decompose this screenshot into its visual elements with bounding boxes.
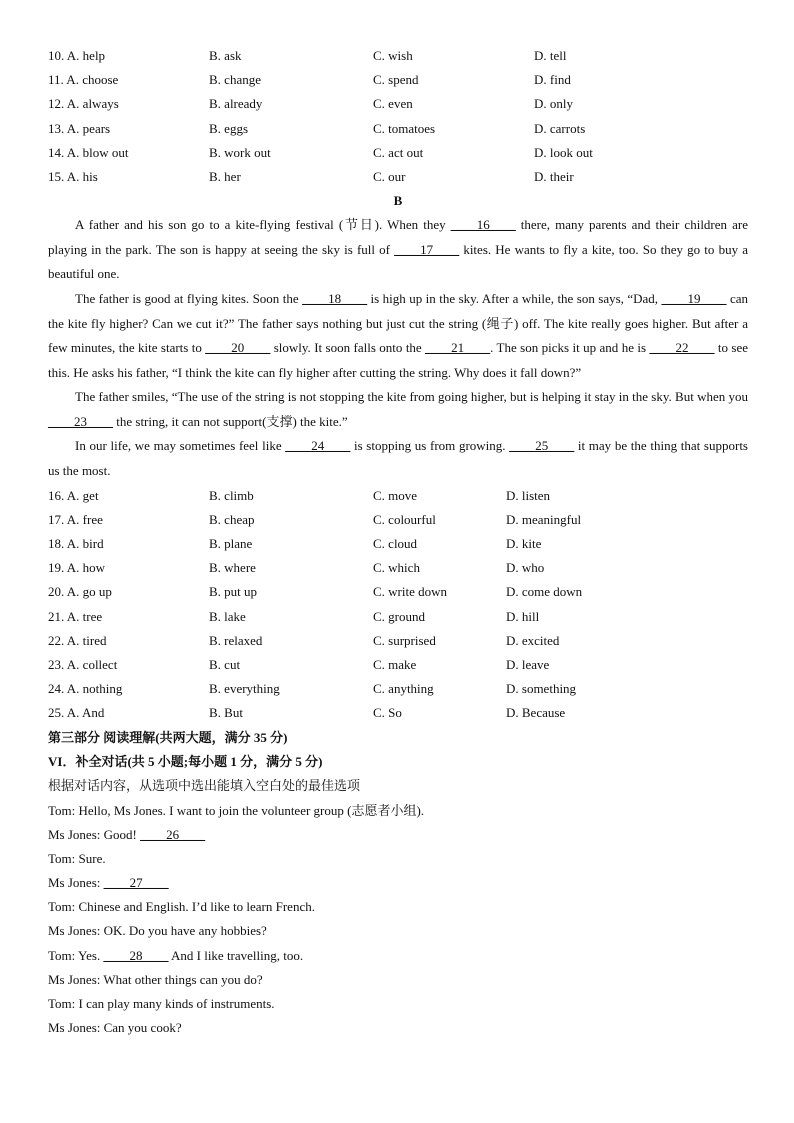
option-c: C. cloud (373, 536, 418, 552)
passage-text: The father is good at flying kites. Soon the (75, 290, 303, 306)
dialogue-line: Ms Jones: What other things can you do? (48, 971, 263, 987)
passage-text: kites. He wants to fly a kite, too. So they go to buy a beautiful one. (48, 241, 748, 282)
option-b: B. already (209, 96, 263, 112)
options-block-10-15 (48, 44, 748, 189)
question-number-option-a: 20. A. go up (48, 584, 112, 600)
passage-text: . The son picks it up and he is (490, 340, 650, 356)
option-d: D. who (506, 560, 545, 576)
question-option-row (48, 484, 748, 508)
dialogue-line (48, 823, 748, 847)
question-option-row (48, 117, 748, 141)
question-option-row (48, 605, 748, 629)
question-option-row (48, 92, 748, 116)
section-6-heading: VI．补全对话(共 5 小题;每小题 1 分，满分 5 分) (48, 753, 323, 769)
question-option-row (48, 653, 748, 677)
blank-26: ____26____ (140, 826, 206, 842)
option-d: D. their (534, 168, 574, 184)
option-d: D. listen (506, 487, 551, 503)
option-d: D. look out (534, 144, 593, 160)
dialogue-line: Tom: Sure. (48, 850, 106, 866)
part-3-heading: 第三部分 阅读理解(共两大题，满分 35 分) (48, 729, 288, 745)
option-c: C. move (373, 487, 418, 503)
question-number-option-a: 14. A. blow out (48, 144, 129, 160)
option-d: D. find (534, 72, 571, 88)
option-c: C. write down (373, 584, 448, 600)
blank-24: ____24____ (285, 438, 351, 454)
option-b: B. cheap (209, 511, 255, 527)
option-c: C. So (373, 705, 402, 721)
option-b: B. where (209, 560, 256, 576)
options-block-16-25 (48, 484, 748, 726)
option-b: B. cut (209, 656, 241, 672)
blank-21: ____21____ (425, 340, 491, 356)
passage-text: In our life, we may sometimes feel like (75, 438, 286, 454)
option-d: D. only (534, 96, 573, 112)
dialogue-line: Tom: Hello, Ms Jones. I want to join the volunteer group (志愿者小组). (48, 802, 425, 818)
question-number-option-a: 12. A. always (48, 96, 119, 112)
option-b: B. climb (209, 487, 254, 503)
passage-paragraph-3 (48, 385, 748, 434)
section-b-title: B (393, 193, 403, 209)
question-option-row (48, 44, 748, 68)
question-option-row (48, 141, 748, 165)
dialogue-text: Tom: Yes. (48, 947, 104, 963)
dialogue-line: Ms Jones: Can you cook? (48, 1020, 182, 1036)
option-b: B. relaxed (209, 632, 263, 648)
option-d: D. leave (506, 656, 550, 672)
question-option-row (48, 508, 748, 532)
option-c: C. spend (373, 72, 419, 88)
dialogue-text: Ms Jones: (48, 875, 104, 891)
option-d: D. Because (506, 705, 566, 721)
option-c: C. anything (373, 681, 434, 697)
question-option-row (48, 68, 748, 92)
option-b: B. lake (209, 608, 246, 624)
question-option-row (48, 556, 748, 580)
cloze-passage (48, 213, 748, 484)
passage-text: slowly. It soon falls onto the (270, 340, 426, 356)
option-b: B. put up (209, 584, 258, 600)
question-option-row (48, 629, 748, 653)
option-b: B. work out (209, 144, 271, 160)
blank-27: ____27____ (103, 875, 169, 891)
option-c: C. colourful (373, 511, 436, 527)
option-b: B. ask (209, 48, 242, 63)
passage-text: it may be the thing that supports us the most. (48, 438, 748, 479)
option-d: D. hill (506, 608, 540, 624)
option-d: D. meaningful (506, 511, 582, 527)
question-number-option-a: 22. A. tired (48, 632, 107, 648)
question-option-row (48, 677, 748, 701)
question-number-option-a: 19. A. how (48, 560, 106, 576)
option-c: C. our (373, 168, 406, 184)
option-b: B. everything (209, 681, 280, 697)
dialogue (48, 799, 748, 1041)
dialogue-line (48, 944, 748, 968)
blank-25: ____25____ (509, 438, 575, 454)
passage-paragraph-1 (48, 213, 748, 287)
option-d: D. kite (506, 536, 542, 552)
option-c: C. act out (373, 144, 424, 160)
option-c: C. tomatoes (373, 120, 436, 136)
option-d: D. come down (506, 584, 583, 600)
dialogue-text: And I like travelling, too. (168, 947, 304, 963)
option-c: C. wish (373, 48, 413, 63)
passage-paragraph-4 (48, 434, 748, 483)
option-c: C. surprised (373, 632, 436, 648)
passage-text: can the kite fly higher? Can we cut it?” The father says nothing but just cut the string (绳子) off. The kite really goes higher. But after a few minutes, the kite starts to (48, 290, 748, 356)
question-option-row (48, 701, 748, 725)
question-number-option-a: 11. A. choose (48, 72, 119, 88)
blank-23: ____23____ (48, 413, 113, 429)
blank-28: ____28____ (103, 947, 169, 963)
option-c: C. ground (373, 608, 425, 624)
question-option-row (48, 165, 748, 189)
question-number-option-a: 10. A. help (48, 48, 106, 63)
option-b: B. plane (209, 536, 253, 552)
option-d: D. carrots (534, 120, 586, 136)
passage-paragraph-2 (48, 287, 748, 385)
question-option-row (48, 580, 748, 604)
question-number-option-a: 17. A. free (48, 511, 103, 527)
dialogue-line: Ms Jones: OK. Do you have any hobbies? (48, 923, 267, 939)
question-number-option-a: 18. A. bird (48, 536, 104, 552)
question-option-row (48, 532, 748, 556)
question-number-option-a: 25. A. And (48, 705, 105, 721)
dialogue-line: Tom: I can play many kinds of instruments. (48, 996, 275, 1011)
passage-text: the string, it can not support(支撑) the kite.” (113, 413, 348, 429)
passage-text: is stopping us from growing. (350, 438, 510, 454)
option-b: B. eggs (209, 120, 248, 136)
blank-19: ____19____ (661, 290, 727, 306)
blank-17: ____17____ (394, 241, 460, 257)
blank-16: ____16____ (450, 217, 516, 233)
option-d: D. tell (534, 48, 567, 63)
passage-text: is high up in the sky. After a while, the son says, “Dad, (367, 290, 662, 306)
blank-20: ____20____ (205, 340, 271, 356)
question-number-option-a: 21. A. tree (48, 608, 103, 624)
dialogue-text: Ms Jones: Good! (48, 826, 141, 842)
option-c: C. which (373, 560, 420, 576)
dialogue-line: Tom: Chinese and English. I’d like to learn French. (48, 899, 315, 915)
question-number-option-a: 13. A. pears (48, 120, 111, 136)
option-c: C. make (373, 656, 417, 672)
blank-22: ____22____ (649, 340, 715, 356)
question-number-option-a: 16. A. get (48, 487, 99, 503)
dialogue-line (48, 871, 748, 895)
option-b: B. But (209, 705, 243, 721)
option-b: B. change (209, 72, 261, 88)
option-c: C. even (373, 96, 413, 112)
passage-text: to see this. He asks his father, “I think the kite can fly higher after cutting the string. Why does it fall down?” (48, 340, 748, 380)
question-number-option-a: 23. A. collect (48, 656, 118, 672)
blank-18: ____18____ (302, 290, 368, 306)
passage-text: there, many parents and their children are playing in the park. The son is happy at seeing the sky is full of (48, 217, 748, 257)
question-number-option-a: 15. A. his (48, 168, 98, 184)
section-6-instruction: 根据对话内容，从选项中选出能填入空白处的最佳选项 (48, 778, 361, 794)
passage-text: The father smiles, “The use of the string is not stopping the kite from going higher, but is helping it stay in the sky. But when you (75, 389, 748, 405)
option-d: D. something (506, 681, 577, 697)
option-d: D. excited (506, 632, 560, 648)
option-b: B. her (209, 168, 241, 184)
question-number-option-a: 24. A. nothing (48, 681, 123, 697)
exam-page (48, 44, 748, 1040)
passage-text: A father and his son go to a kite-flying festival (节日). When they (75, 217, 451, 233)
